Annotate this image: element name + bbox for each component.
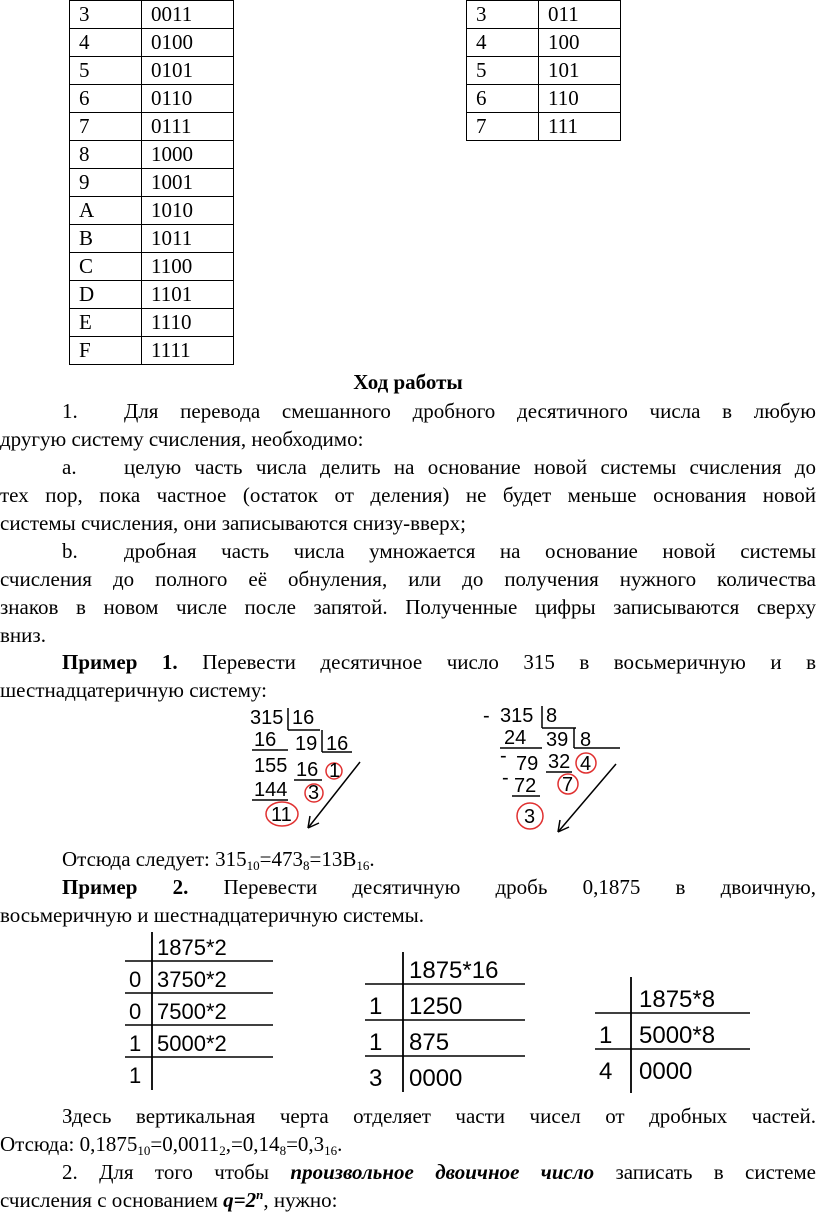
- mul2-int-digit: 1: [129, 1031, 142, 1056]
- example-2-line-1: Пример 2. Перевести десятичную дробь 0,1875 в двоичную,: [62, 875, 816, 899]
- hex-table-binary-cell: 0101: [142, 57, 234, 85]
- paragraph-1-line-2: другую систему счисления, необходимо:: [0, 427, 364, 451]
- mul16-int-digit: 1: [369, 1029, 383, 1056]
- div16-quotient-1: 19: [295, 733, 318, 755]
- div8-minus-3: -: [502, 767, 509, 789]
- multiply-by-8-diagram: [595, 975, 755, 1095]
- oct-table-binary-cell: 101: [539, 57, 621, 85]
- mul16-int-digit: 3: [369, 1065, 383, 1092]
- item-a-line-2: тех пор, пока частное (остаток от деления) не будет меньше основания новой: [0, 483, 816, 507]
- mul2-int-digit: 0: [129, 999, 142, 1024]
- hex-table-digit-cell: 4: [70, 29, 142, 57]
- hex-table-binary-cell: 0110: [142, 85, 234, 113]
- hex-table-binary-cell: 1000: [142, 141, 234, 169]
- div8-remainder-1: 79: [516, 753, 539, 775]
- multiply-by-2-diagram: [125, 930, 275, 1095]
- div8-digit-4: 4: [580, 753, 592, 775]
- oct-table-binary-cell: 100: [539, 29, 621, 57]
- note-line-1: Здесь вертикальная черта отделяет части чисел от дробных частей.: [62, 1104, 816, 1128]
- hex-table-digit-cell: 6: [70, 85, 142, 113]
- oct-table-digit-cell: 5: [467, 57, 539, 85]
- hex-table-binary-cell: 1011: [142, 225, 234, 253]
- hex-table-row: [70, 113, 234, 141]
- hex-binary-table: [69, 0, 234, 365]
- div8-divisor-2: 8: [580, 729, 592, 751]
- oct-table-digit-cell: 3: [467, 1, 539, 29]
- item-b-line-4: вниз.: [0, 623, 46, 647]
- section-heading: Ход работы: [353, 370, 463, 394]
- hex-table-binary-cell: 0011: [142, 1, 234, 29]
- division-by-16-diagram: [240, 700, 370, 840]
- oct-table-digit-cell: 6: [467, 85, 539, 113]
- mul16-int-digit: 1: [369, 993, 383, 1020]
- oct-table-digit-cell: 4: [467, 29, 539, 57]
- mul8-fraction: 0000: [639, 1058, 693, 1085]
- hex-table-digit-cell: 9: [70, 169, 142, 197]
- div8-sub-3: 72: [514, 775, 537, 797]
- division-by-8-diagram: [480, 700, 630, 840]
- hex-table-binary-cell: 1100: [142, 253, 234, 281]
- paragraph-2-line-1: 2. Для того чтобы произвольное двоичное число записать в системе: [62, 1160, 816, 1184]
- hex-table-binary-cell: 0111: [142, 113, 234, 141]
- div16-digit-11: 11: [271, 804, 292, 826]
- mul16-fraction: 0000: [409, 1065, 463, 1092]
- hex-table-row: [70, 281, 234, 309]
- oct-table-row: [467, 57, 621, 85]
- hex-table-binary-cell: 1001: [142, 169, 234, 197]
- oct-table-binary-cell: 110: [539, 85, 621, 113]
- hex-table-row: [70, 57, 234, 85]
- div8-sub-2: 32: [548, 751, 571, 773]
- hex-table-row: [70, 197, 234, 225]
- hex-table-row: [70, 141, 234, 169]
- oct-table-row: [467, 85, 621, 113]
- item-a-line-1: a. целую часть числа делить на основание новой системы счисления до: [62, 455, 816, 479]
- hex-table-binary-cell: 1111: [142, 337, 234, 365]
- mul2-fraction: 1875*2: [157, 935, 227, 960]
- paragraph-1-line-1: 1. Для перевода смешанного дробного десятичного числа в любую: [62, 399, 816, 423]
- hex-table-row: [70, 225, 234, 253]
- oct-table-row: [467, 29, 621, 57]
- hex-table-digit-cell: 7: [70, 113, 142, 141]
- div8-minus-1: -: [483, 705, 490, 727]
- hex-table-row: [70, 337, 234, 365]
- hex-table-binary-cell: 1010: [142, 197, 234, 225]
- hex-table-row: [70, 253, 234, 281]
- div8-dividend: 315: [500, 705, 534, 727]
- hex-table-binary-cell: 1110: [142, 309, 234, 337]
- oct-table-binary-cell: 111: [539, 113, 621, 141]
- hex-table-digit-cell: 8: [70, 141, 142, 169]
- hex-table-row: [70, 1, 234, 29]
- div16-dividend: 315: [250, 707, 284, 729]
- mul8-int-digit: 1: [599, 1022, 613, 1049]
- mul2-fraction: 5000*2: [157, 1031, 227, 1056]
- hex-table-row: [70, 309, 234, 337]
- oct-table-row: [467, 1, 621, 29]
- mul16-fraction: 875: [409, 1029, 450, 1056]
- oct-table-digit-cell: 7: [467, 113, 539, 141]
- hex-table-digit-cell: 3: [70, 1, 142, 29]
- hex-table-digit-cell: A: [70, 197, 142, 225]
- div16-divisor-2: 16: [326, 733, 349, 755]
- mul2-fraction: 7500*2: [157, 999, 227, 1024]
- hex-table-digit-cell: E: [70, 309, 142, 337]
- div8-digit-3: 3: [524, 806, 536, 828]
- mul2-int-digit: 0: [129, 967, 142, 992]
- item-b-line-3: знаков в новом числе после запятой. Полученные цифры записываются сверху: [0, 595, 816, 619]
- hex-table-digit-cell: D: [70, 281, 142, 309]
- div16-digit-1: 1: [329, 760, 341, 782]
- item-b-line-2: счисления до полного её обнуления, или до получения нужного количества: [0, 567, 816, 591]
- div8-divisor: 8: [546, 705, 558, 727]
- hex-table-digit-cell: 5: [70, 57, 142, 85]
- div16-digit-3: 3: [308, 782, 320, 804]
- oct-table-row: [467, 113, 621, 141]
- result-1-line: Отсюда следует: $315_{10}=473_8=13B_{16}$.: [62, 847, 375, 873]
- octal-binary-table: [466, 0, 621, 141]
- hex-table-digit-cell: C: [70, 253, 142, 281]
- multiply-by-16-diagram: [365, 950, 535, 1095]
- mul2-fraction: 3750*2: [157, 967, 227, 992]
- div8-digit-7: 7: [562, 774, 574, 796]
- example-2-line-2: восьмеричную и шестнадцатеричную системы.: [0, 903, 425, 927]
- div16-sub-1: 16: [254, 729, 277, 751]
- div16-sub-3: 144: [254, 779, 288, 801]
- paragraph-2-line-2: счисления с основанием $q=2^n$, нужно:: [0, 1187, 338, 1212]
- div8-sub-1: 24: [504, 727, 527, 749]
- example-1-line-2: шестнадцатеричную систему:: [0, 678, 267, 702]
- mul8-int-digit: 4: [599, 1058, 613, 1085]
- mul16-fraction: 1250: [409, 993, 463, 1020]
- div16-remainder-1: 155: [254, 755, 288, 777]
- div8-minus-2: -: [500, 745, 507, 767]
- item-a-line-3: системы счисления, они записываются снизу-вверх;: [0, 511, 466, 535]
- hex-table-row: [70, 85, 234, 113]
- hex-table-binary-cell: 1101: [142, 281, 234, 309]
- mul8-fraction: 1875*8: [639, 986, 716, 1013]
- hex-table-digit-cell: F: [70, 337, 142, 365]
- note-line-2: Отсюда: $0,1875_{10}=0,0011_2,=0,14_8=0,3_{16}$.: [0, 1132, 343, 1158]
- div16-divisor: 16: [292, 707, 315, 729]
- example-1-line-1: Пример 1. Перевести десятичное число 315 в восьмеричную и в: [62, 650, 816, 674]
- hex-table-binary-cell: 0100: [142, 29, 234, 57]
- div16-sub-2: 16: [296, 759, 319, 781]
- mul16-fraction: 1875*16: [409, 957, 499, 984]
- mul8-fraction: 5000*8: [639, 1022, 716, 1049]
- oct-table-binary-cell: 011: [539, 1, 621, 29]
- hex-table-row: [70, 29, 234, 57]
- item-b-line-1: b. дробная часть числа умножается на основание новой системы: [62, 539, 816, 563]
- mul2-int-digit: 1: [129, 1063, 142, 1088]
- hex-table-row: [70, 169, 234, 197]
- div8-quotient-1: 39: [546, 729, 569, 751]
- hex-table-digit-cell: B: [70, 225, 142, 253]
